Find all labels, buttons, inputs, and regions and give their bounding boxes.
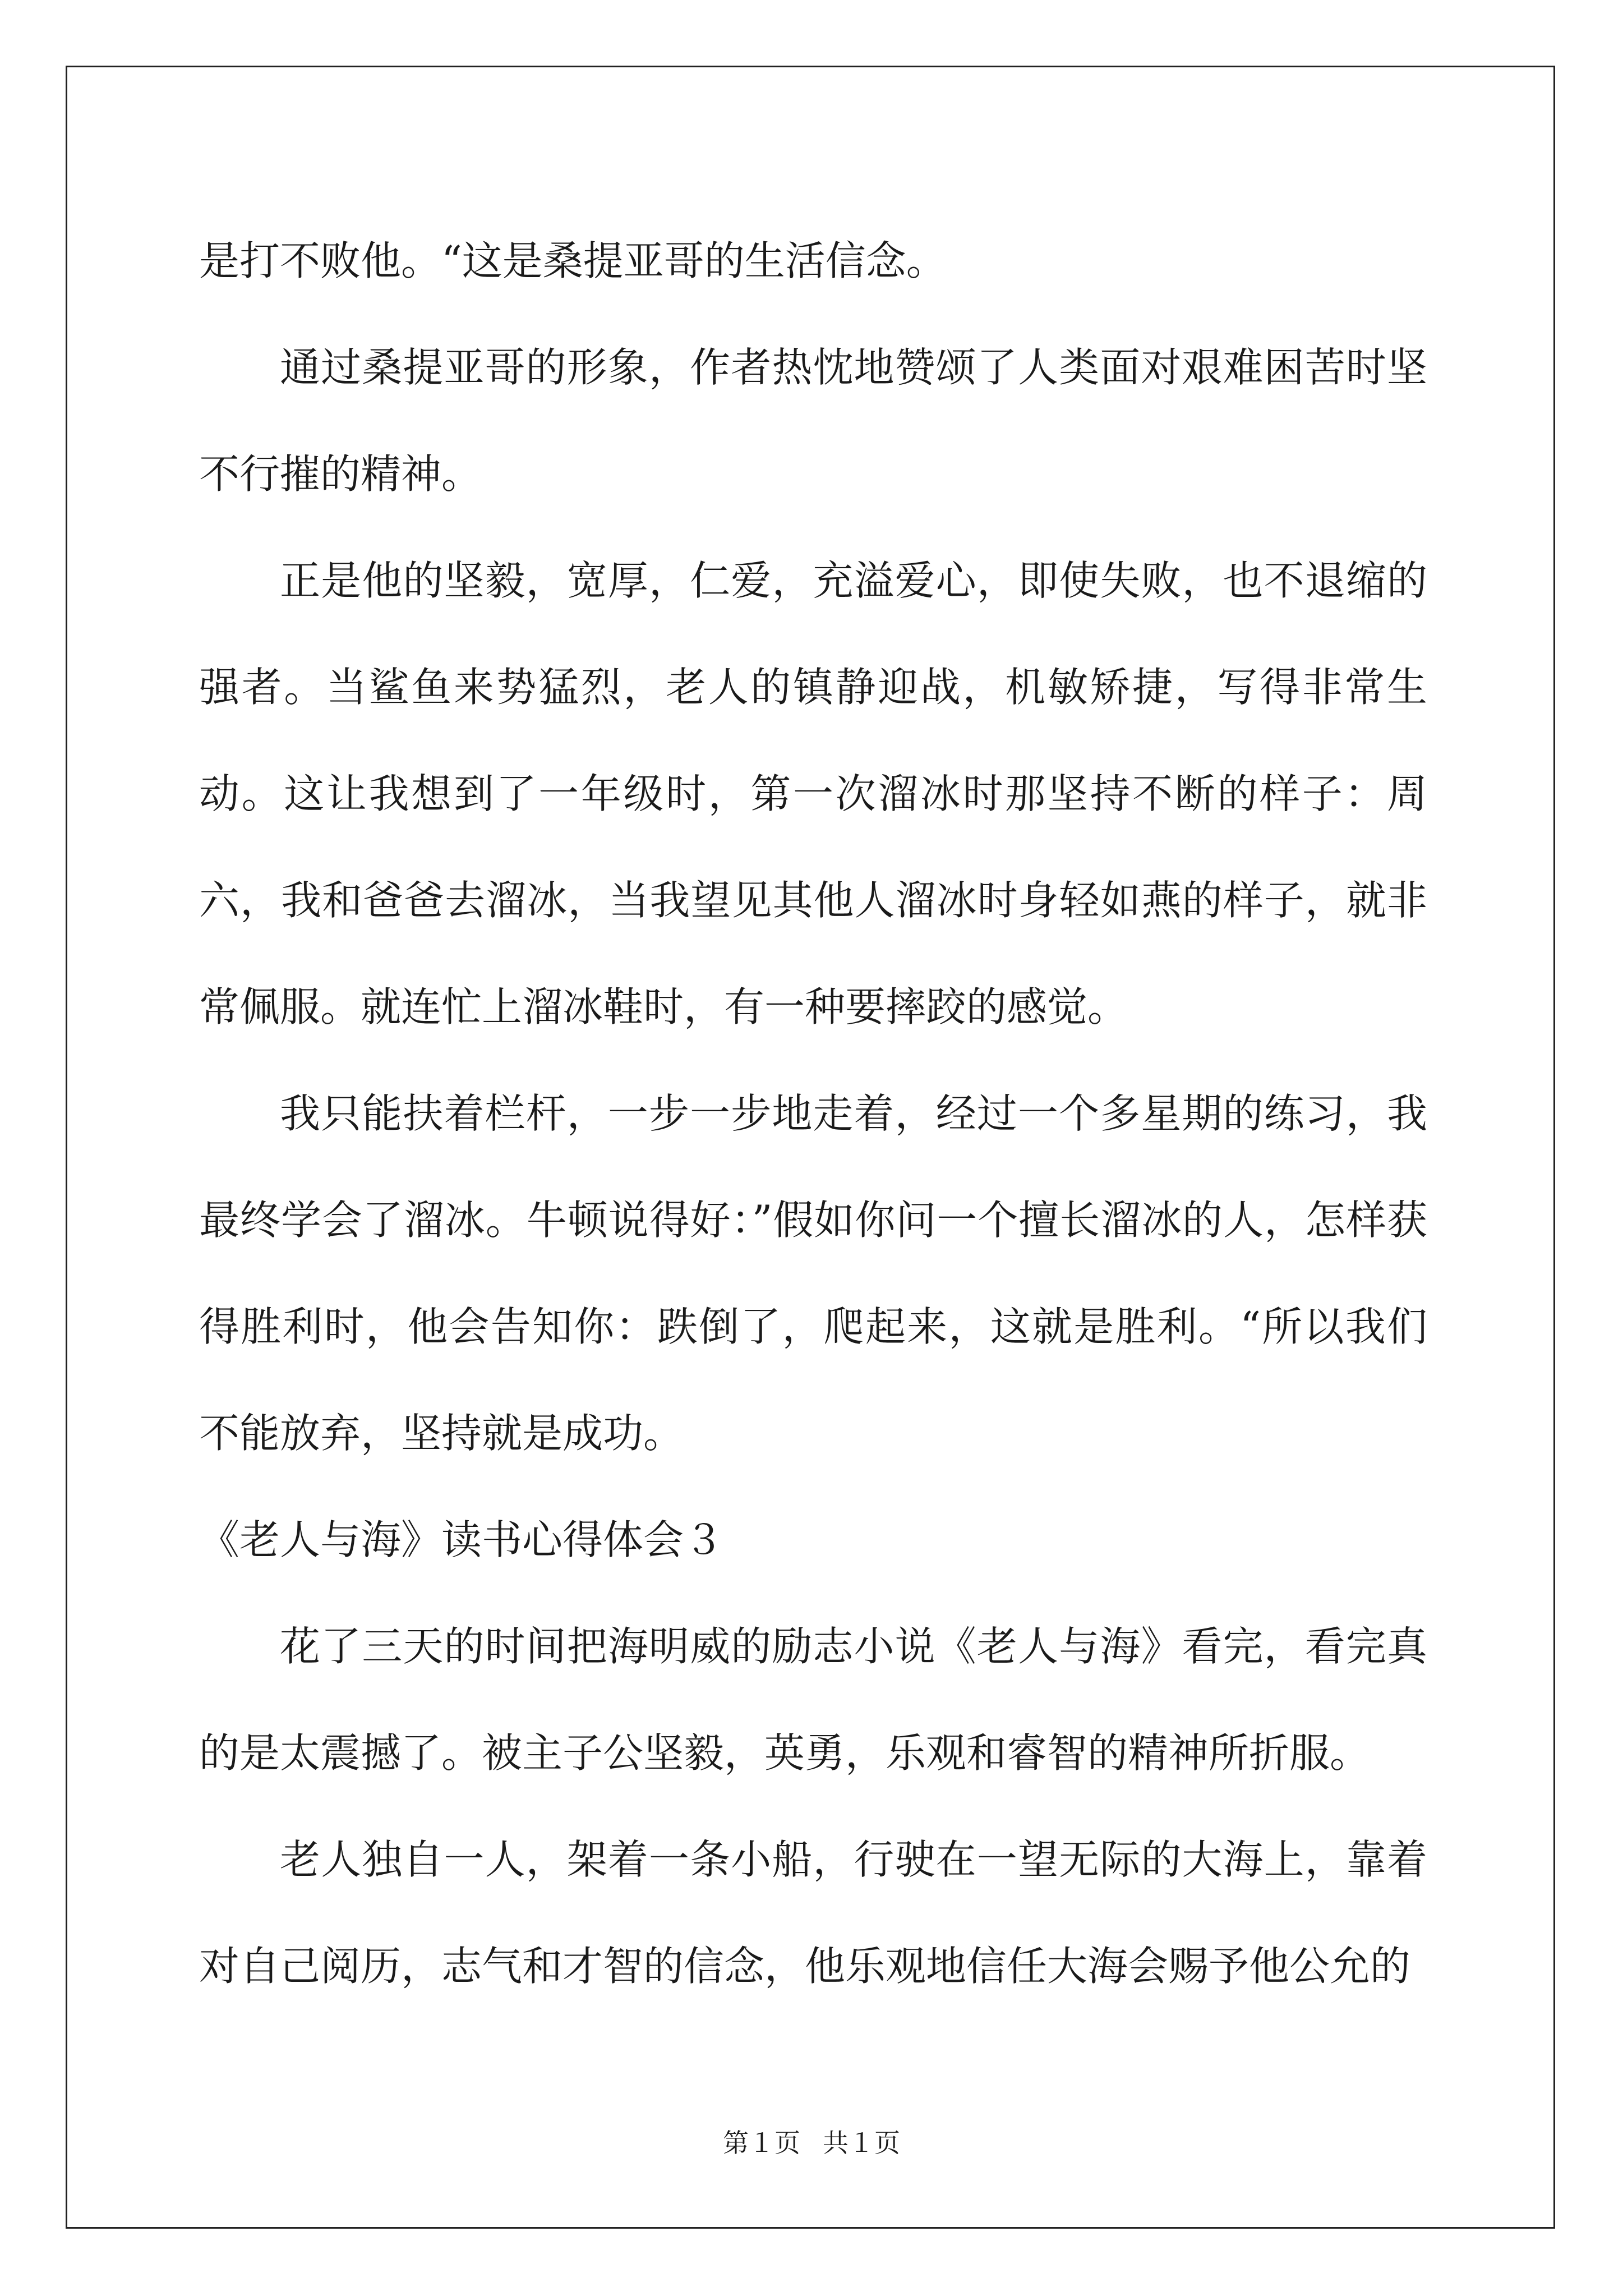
paragraph-6: 老人独自一人，架着一条小船，行驶在一望无际的大海上，靠着对自己阅历，志气和才智的信念，他乐观地信任大海会赐予他公允的 (199, 1836, 1427, 1990)
page-footer (0, 2126, 1623, 2160)
paragraph-2: 通过桑提亚哥的形象，作者热忱地赞颂了人类面对艰难困苦时坚不行摧的精神。 (199, 344, 1427, 498)
document-body (199, 208, 1427, 2019)
section-heading: 《老人与海》读书心得体会３ (199, 1516, 725, 1563)
paragraph-5: 花了三天的时间把海明威的励志小说《老人与海》看完，看完真的是太震撼了。被主子公坚毅，英勇，乐观和睿智的精神所折服。 (199, 1623, 1427, 1777)
paragraph-4: 我只能扶着栏杆，一步一步地走着，经过一个多星期的练习，我最终学会了溜冰。牛顿说得好：”假如你问一个擅长溜冰的人，怎样获得胜利时，他会告知你：跌倒了，爬起来，这就是胜利。“所以我们不能放弃，坚持就是成功。 (199, 1090, 1427, 1457)
paragraph-1: 是打不败他。“这是桑提亚哥的生活信念。 (199, 237, 947, 284)
paragraph-3: 正是他的坚毅，宽厚，仁爱，充溢爱心，即使失败，也不退缩的强者。当鲨鱼来势猛烈，老人的镇静迎战，机敏矫捷，写得非常生动。这让我想到了一年级时，第一次溜冰时那坚持不断的样子：周六，我和爸爸去溜冰，当我望见其他人溜冰时身轻如燕的样子，就非常佩服。就连忙上溜冰鞋时，有一种要摔跤的感觉。 (199, 557, 1427, 1030)
page-number-current: 第１页 (723, 2128, 800, 2158)
page-number-total: 共１页 (823, 2128, 900, 2158)
